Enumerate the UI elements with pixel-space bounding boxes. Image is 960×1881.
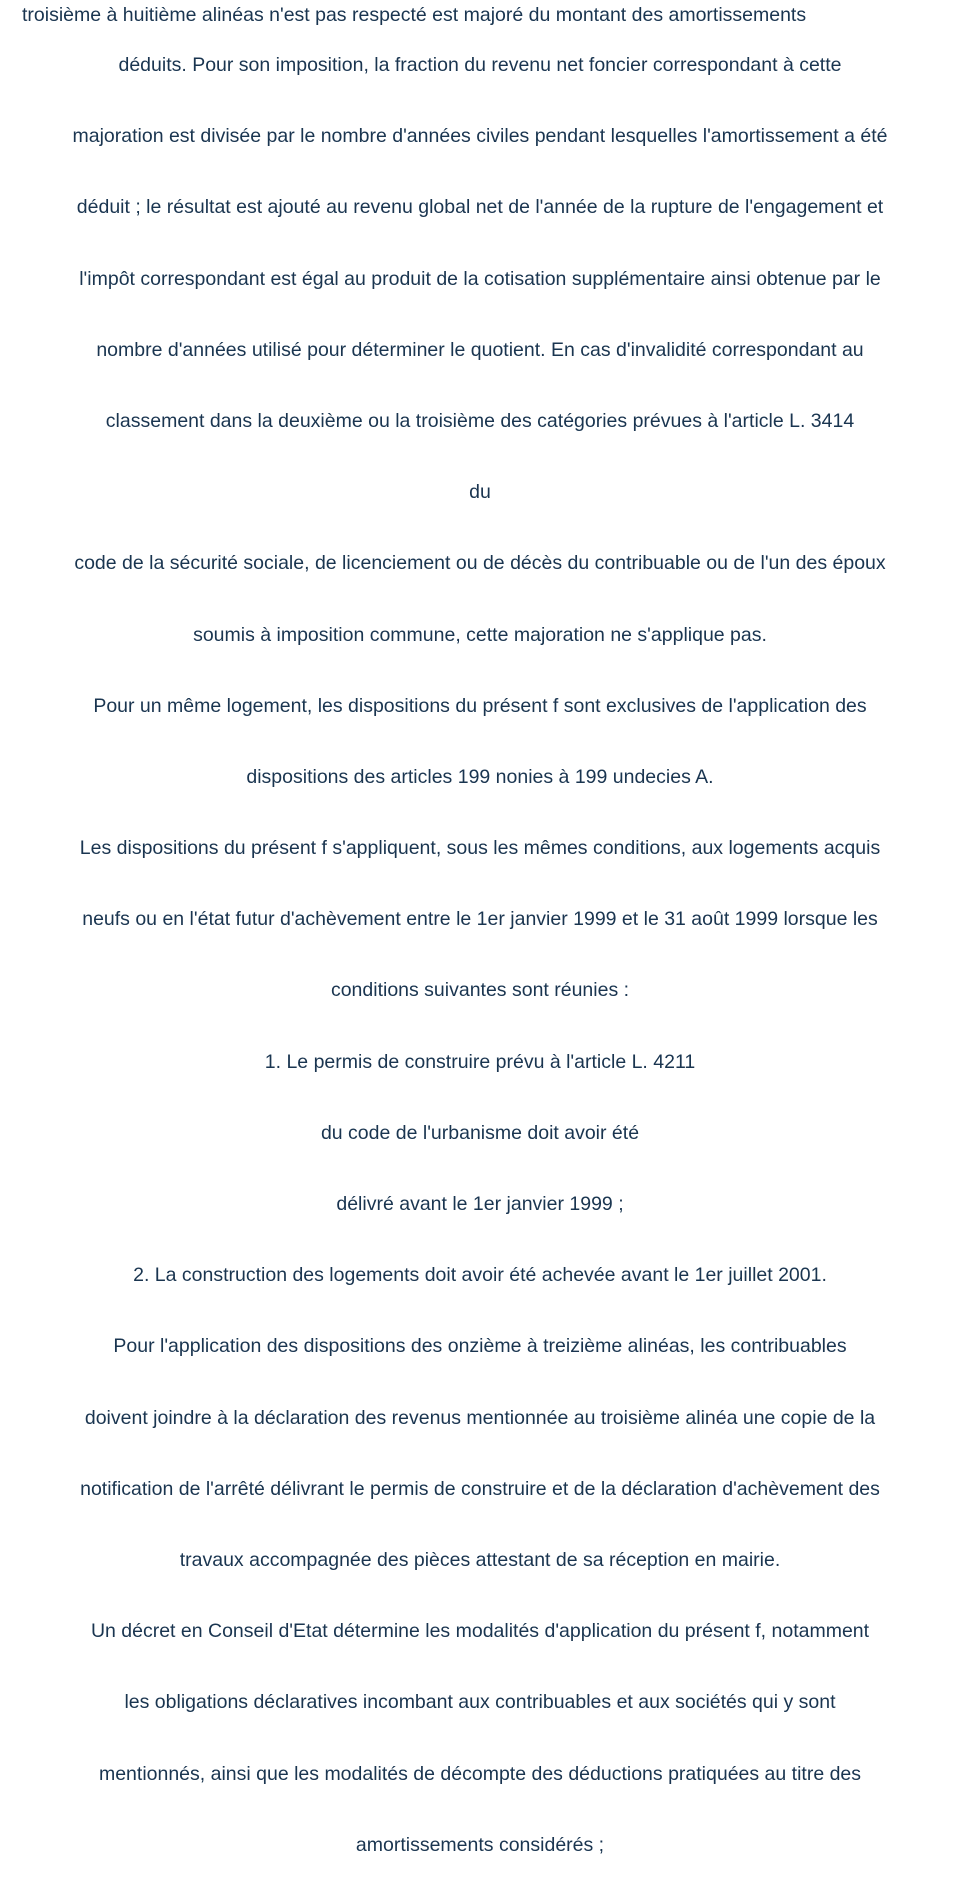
text-line: Pour l'application des dispositions des onzième à treizième alinéas, les contribuables <box>113 1335 847 1358</box>
text-line: les obligations déclaratives incombant aux contribuables et aux sociétés qui y sont <box>124 1691 836 1714</box>
text-line: travaux accompagnée des pièces attestant de sa réception en mairie. <box>179 1548 781 1571</box>
text-line: Les dispositions du présent f s'appliquent, sous les mêmes conditions, aux logements acquis <box>79 837 881 860</box>
text-line: majoration est divisée par le nombre d'années civiles pendant lesquelles l'amortissement a été <box>72 125 888 148</box>
text-line: Un décret en Conseil d'Etat détermine les modalités d'application du présent f, notamment <box>90 1620 870 1643</box>
text-line: déduit ; le résultat est ajouté au revenu global net de l'année de la rupture de l'engagement et <box>76 196 884 219</box>
text-line: nombre d'années utilisé pour déterminer le quotient. En cas d'invalidité correspondant au <box>96 338 864 361</box>
text-line: code de la sécurité sociale, de licenciement ou de décès du contribuable ou de l'un des époux <box>74 552 886 575</box>
text-line: conditions suivantes sont réunies : <box>330 979 630 1002</box>
text-line: mentionnés, ainsi que les modalités de décompte des déductions pratiquées au titre des <box>98 1762 862 1785</box>
text-line: amortissements considérés ; <box>355 1833 605 1856</box>
text-line: déduits. Pour son imposition, la fraction du revenu net foncier correspondant à cette <box>118 54 842 76</box>
text-line: dispositions des articles 199 nonies à 199 undecies A. <box>246 765 714 788</box>
text-line: l'impôt correspondant est égal au produit de la cotisation supplémentaire ainsi obtenue par le <box>79 267 881 290</box>
text-line: du code de l'urbanisme doit avoir été <box>320 1121 640 1144</box>
text-line: neufs ou en l'état futur d'achèvement entre le 1er janvier 1999 et le 31 août 1999 lorsque les <box>82 908 878 931</box>
text-line: soumis à imposition commune, cette majoration ne s'applique pas. <box>193 623 767 646</box>
text-line: du <box>469 481 491 504</box>
text-line: doivent joindre à la déclaration des revenus mentionnée au troisième alinéa une copie de la <box>84 1406 876 1429</box>
text-line: troisième à huitième alinéas n'est pas respecté est majoré du montant des amortissements <box>22 4 807 26</box>
text-line: 1. Le permis de construire prévu à l'article L. 4211 <box>264 1050 696 1073</box>
text-line: 2. La construction des logements doit avoir été achevée avant le 1er juillet 2001. <box>133 1264 827 1287</box>
text-line: notification de l'arrêté délivrant le permis de construire et de la déclaration d'achèvement des <box>80 1477 880 1500</box>
text-line: classement dans la deuxième ou la troisième des catégories prévues à l'article L. 3414 <box>105 409 855 432</box>
text-line: délivré avant le 1er janvier 1999 ; <box>336 1193 624 1215</box>
text-line: Pour un même logement, les dispositions du présent f sont exclusives de l'application des <box>93 694 867 717</box>
